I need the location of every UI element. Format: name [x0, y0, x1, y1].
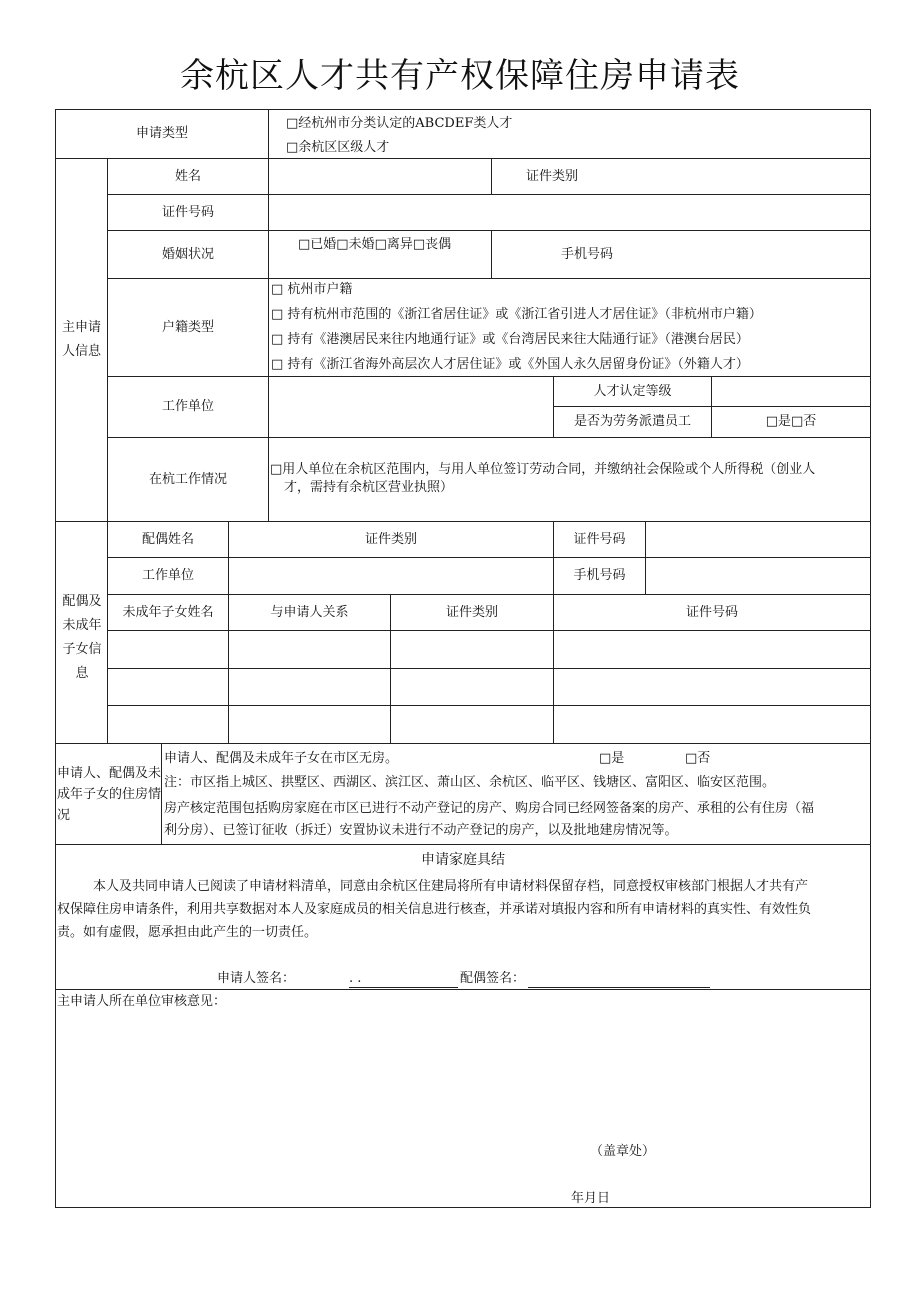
name-input[interactable] — [269, 159, 491, 194]
housing-note-scope-cont: 利分房）、已签订征收（拆迁）安置协议未进行不动产登记的房产，以及批地建房情况等。 — [164, 823, 678, 838]
spouse-phone-label: 手机号码 — [573, 568, 626, 583]
housing-note-scope: 房产核定范围包括购房家庭在市区已进行不动产登记的房产、购房合同已经网签备案的房产、承租的公有住房（福 — [164, 801, 815, 816]
pledge-text-line1: 本人及共同申请人已阅读了申请材料清单，同意由余杭区住建局将所有申请材料保留存档，同意授权审核部门根据人才共有产 — [93, 879, 809, 894]
applicant-signature-line[interactable] — [370, 970, 458, 988]
checkbox-district-talent[interactable]: □余杭区区级人才 — [286, 140, 390, 155]
spouse-signature-label: 配偶签名： — [460, 971, 526, 986]
cert-type-label: 证件类别 — [525, 168, 578, 184]
divider — [55, 844, 871, 845]
spouse-cert-type-label: 证件类别 — [364, 531, 417, 547]
spouse-section-label: 配偶及未成年子女信息 — [62, 594, 102, 681]
work-status-checkbox[interactable]: □用人单位在余杭区范围内，与用人单位签订劳动合同，并缴纳社会保险或个人所得税（创业人 — [270, 462, 816, 477]
marital-options[interactable]: □已婚□未婚□离异□丧偶 — [298, 237, 452, 252]
applicant-signature-label: 申请人签名： — [217, 971, 296, 986]
spouse-cert-no-input[interactable] — [646, 522, 870, 557]
pledge-title: 申请家庭具结 — [421, 852, 505, 868]
spouse-name-label: 配偶姓名 — [141, 531, 194, 547]
talent-level-label: 人才认定等级 — [593, 383, 672, 399]
divider — [107, 705, 871, 706]
phone-label: 手机号码 — [560, 246, 613, 262]
spouse-work-unit-input[interactable] — [229, 558, 553, 594]
housing-no-checkbox[interactable]: □否 — [685, 751, 711, 766]
divider — [107, 630, 871, 631]
pledge-text-line3: 责。如有虚假，愿承担由此产生的一切责任。 — [57, 925, 318, 940]
unit-review-label: 主申请人所在单位审核意见： — [57, 994, 227, 1009]
pledge-text-line2: 权保障住房申请条件，利用共享数据对本人及家庭成员的相关信息进行核查，并承诺对填报内容和所有申请材料的真实性、有效性负 — [57, 902, 812, 917]
dispatch-options[interactable]: □是□否 — [765, 414, 817, 429]
cert-no-label: 证件号码 — [161, 204, 214, 220]
checkbox-abcdef-talent[interactable]: □经杭州市分类认定的ABCDEF类人才 — [286, 116, 513, 131]
spouse-phone-input[interactable] — [646, 558, 870, 594]
housing-statement: 申请人、配偶及未成年子女在市区无房。 — [164, 751, 399, 766]
hukou-label: 户籍类型 — [161, 319, 214, 335]
hukou-option-residence-permit[interactable]: □ 持有杭州市范围的《浙江省居住证》或《浙江省引进人才居住证》（非杭州市户籍） — [271, 307, 762, 322]
child-cert-no-label: 证件号码 — [685, 604, 738, 620]
child-cert-type-label: 证件类别 — [445, 604, 498, 620]
phone-input[interactable] — [682, 231, 870, 278]
divider — [268, 109, 269, 159]
applicant-signature-dots: . . — [349, 970, 371, 988]
marital-label: 婚姻状况 — [161, 246, 214, 262]
work-unit-label: 工作单位 — [161, 399, 214, 414]
work-status-label: 在杭工作情况 — [148, 471, 227, 487]
spouse-work-unit-label: 工作单位 — [141, 568, 194, 583]
housing-note-urban: 注：市区指上城区、拱墅区、西湖区、滨江区、萧山区、余杭区、临平区、钱塘区、富阳区、临安区范围。 — [164, 775, 776, 790]
spouse-cert-no-label: 证件号码 — [573, 531, 626, 547]
divider — [161, 743, 162, 845]
work-status-text: 才，需持有余杭区营业执照） — [284, 480, 454, 495]
hukou-option-hk-macao-tw[interactable]: □ 持有《港澳居民来往内地通行证》或《台湾居民来往大陆通行证》（港澳台居民） — [271, 332, 749, 347]
hukou-option-hangzhou[interactable]: □ 杭州市户籍 — [271, 282, 353, 297]
divider — [55, 743, 871, 744]
relation-label: 与申请人关系 — [270, 604, 349, 620]
name-label: 姓名 — [174, 168, 201, 184]
seal-placeholder: （盖章处） — [590, 1144, 656, 1159]
table-border — [55, 109, 56, 1208]
review-date: 年月日 — [571, 1191, 611, 1206]
dispatch-label: 是否为劳务派遣员工 — [573, 414, 691, 429]
cert-no-input[interactable] — [269, 195, 870, 230]
spouse-signature-line[interactable] — [528, 970, 710, 988]
work-unit-input[interactable] — [269, 377, 553, 437]
apply-type-label: 申请类型 — [135, 126, 188, 141]
cert-type-input[interactable] — [612, 159, 870, 194]
housing-label: 申请人、配偶及未成年子女的住房情况 — [57, 766, 162, 823]
divider — [107, 668, 871, 669]
child-name-label: 未成年子女姓名 — [122, 604, 214, 620]
main-applicant-section-label: 主申请人信息 — [61, 320, 101, 359]
table-border — [55, 1207, 871, 1208]
page-title: 余杭区人才共有产权保障住房申请表 — [180, 56, 740, 96]
talent-level-input[interactable] — [712, 377, 870, 406]
hukou-option-foreign[interactable]: □ 持有《浙江省海外高层次人才居住证》或《外国人永久居留身份证》（外籍人才） — [271, 357, 749, 372]
divider — [55, 989, 871, 990]
housing-yes-checkbox[interactable]: □是 — [599, 751, 625, 766]
table-border — [870, 109, 871, 1208]
